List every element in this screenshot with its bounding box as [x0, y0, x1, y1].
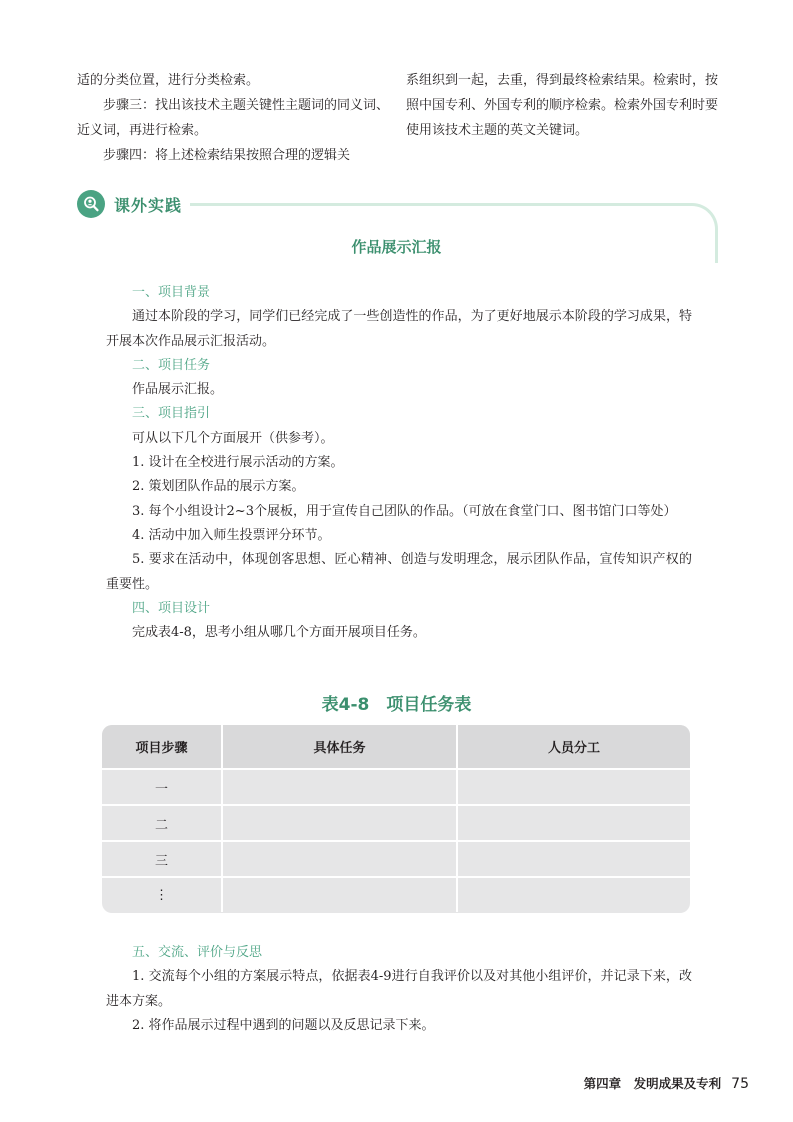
heading-task: 二、项目任务	[132, 357, 211, 373]
left-paragraph-1: 适的分类位置，进行分类检索。	[77, 73, 260, 88]
table-header-cell: 人员分工	[456, 725, 690, 768]
activity-title: 作品展示汇报	[351, 238, 442, 256]
heading-background: 一、项目背景	[132, 285, 211, 300]
table-row	[102, 768, 690, 804]
paragraph-guide: 可从以下几个方面展开（供参考）。	[132, 430, 334, 446]
guide-item: 3. 每个小组设计2~3个展板，用于宣传自己团队的作品。（可放在食堂门口、图书馆门口等处）	[132, 503, 677, 519]
task-table	[102, 725, 690, 913]
magnifier-person-icon	[77, 190, 105, 218]
guide-item: 5. 要求在活动中，体现创客思想、匠心精神、创造与发明理念，展示团队作品，宣传知识产权的重要性。	[106, 552, 692, 592]
guide-item: 4. 活动中加入师生投票评分环节。	[132, 527, 331, 543]
table-cell-staff	[456, 878, 690, 912]
table-cell-staff	[456, 842, 690, 876]
paragraph-background: 通过本阶段的学习，同学们已经完成了一些创造性的作品，为了更好地展示本阶段的学习成果，特开展本次作品展示汇报活动。	[106, 309, 692, 349]
right-column	[406, 68, 718, 143]
table-header-cell: 项目步骤	[135, 741, 188, 756]
reflection-item: 2. 将作品展示过程中遇到的问题以及反思记录下来。	[132, 1017, 435, 1033]
table-cell-step: 一	[154, 781, 168, 797]
table-cell-step: 二	[154, 817, 168, 833]
paragraph-design: 完成表4-8，思考小组从哪几个方面开展项目任务。	[132, 625, 426, 641]
left-column	[77, 68, 389, 168]
table-cell-step: 三	[154, 853, 168, 869]
section-divider	[190, 203, 690, 206]
table-cell-task	[221, 842, 456, 876]
table-cell-task	[221, 878, 456, 912]
heading-design: 四、项目设计	[132, 600, 211, 616]
chapter-label: 第四章 发明成果及专利	[583, 1076, 722, 1091]
right-paragraph-1: 系组织到一起，去重，得到最终检索结果。检索时，按照中国专利、外国专利的顺序检索。检索外国专利时要使用该技术主题的英文关键词。	[406, 73, 719, 138]
reflection-item: 1. 交流每个小组的方案展示特点，依据表4-9进行自我评价以及对其他小组评价，并记录下来，改进本方案。	[106, 969, 692, 1009]
page-number: 75	[731, 1076, 749, 1092]
guide-item: 1. 设计在全校进行展示活动的方案。	[132, 455, 344, 471]
left-paragraph-3: 步骤四：将上述检索结果按照合理的逻辑关	[103, 148, 351, 163]
section-title: 课外实践	[114, 196, 183, 215]
heading-reflection: 五、交流、评价与反思	[132, 945, 263, 960]
table-cell-staff	[456, 806, 690, 840]
table-title: 表4-8 项目任务表	[321, 695, 472, 715]
left-paragraph-2: 步骤三：找出该技术主题关键性主题词的同义词、近义词，再进行检索。	[77, 98, 390, 138]
table-cell-task	[221, 770, 456, 804]
table-cell-task	[221, 806, 456, 840]
page-footer	[584, 1074, 749, 1092]
reflection-body	[106, 941, 692, 1038]
table-row	[102, 804, 690, 840]
guide-item: 2. 策划团队作品的展示方案。	[132, 479, 305, 495]
table-header-cell: 具体任务	[221, 725, 456, 768]
table-row	[102, 840, 690, 876]
table-cell-step: ⋮	[155, 887, 168, 903]
table-header-row	[102, 725, 690, 768]
heading-guide: 三、项目指引	[132, 406, 211, 422]
activity-body	[106, 281, 692, 645]
paragraph-task: 作品展示汇报。	[132, 382, 224, 398]
table-row	[102, 876, 690, 912]
table-cell-staff	[456, 770, 690, 804]
